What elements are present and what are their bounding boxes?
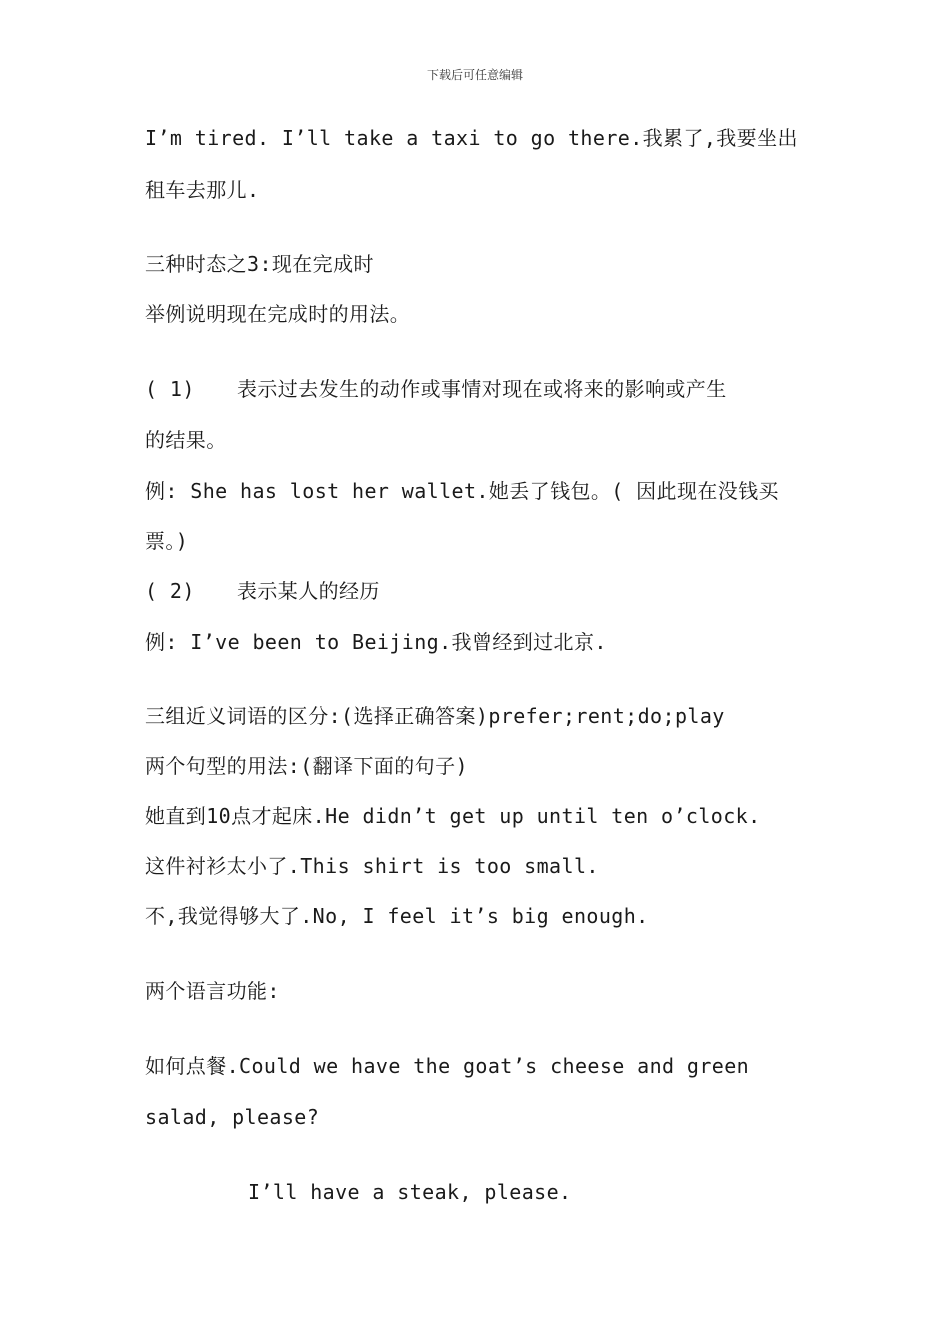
example-line: 例: She has lost her wallet.她丢了钱包。( 因此现在没钱买 [145, 479, 779, 503]
section-heading: 两个语言功能: [145, 979, 280, 1003]
list-item [145, 579, 380, 603]
text-line: salad, please? [145, 1105, 320, 1129]
section-heading: 三种时态之3:现在完成时 [145, 252, 374, 276]
list-item [145, 377, 727, 401]
list-number: ( 1) [145, 377, 195, 401]
list-text: 表示某人的经历 [237, 579, 380, 603]
section-heading: 两个句型的用法:(翻译下面的句子) [145, 754, 468, 778]
text-line: 如何点餐.Could we have the goat’s cheese and green [145, 1054, 750, 1078]
list-text: 表示过去发生的动作或事情对现在或将来的影响或产生 [237, 377, 727, 401]
text-line: 票。) [145, 529, 189, 553]
text-line: I’m tired. I’ll take a taxi to go there.我累了,我要坐出 [145, 126, 798, 150]
section-heading: 三组近义词语的区分:(选择正确答案)prefer;rent;do;play [145, 704, 725, 728]
text-line: I’ll have a steak, please. [248, 1180, 572, 1204]
text-line: 她直到10点才起床.He didn’t get up until ten o’clock. [145, 804, 761, 828]
example-line: 例: I’ve been to Beijing.我曾经到过北京. [145, 630, 607, 654]
text-line: 不,我觉得够大了.No, I feel it’s big enough. [145, 904, 649, 928]
text-line: 举例说明现在完成时的用法。 [145, 302, 411, 326]
text-line: 的结果。 [145, 428, 227, 452]
text-line: 租车去那儿. [145, 178, 260, 202]
text-line: 这件衬衫太小了.This shirt is too small. [145, 854, 599, 878]
list-number: ( 2) [145, 579, 195, 603]
page-header: 下载后可任意编辑 [426, 68, 523, 82]
